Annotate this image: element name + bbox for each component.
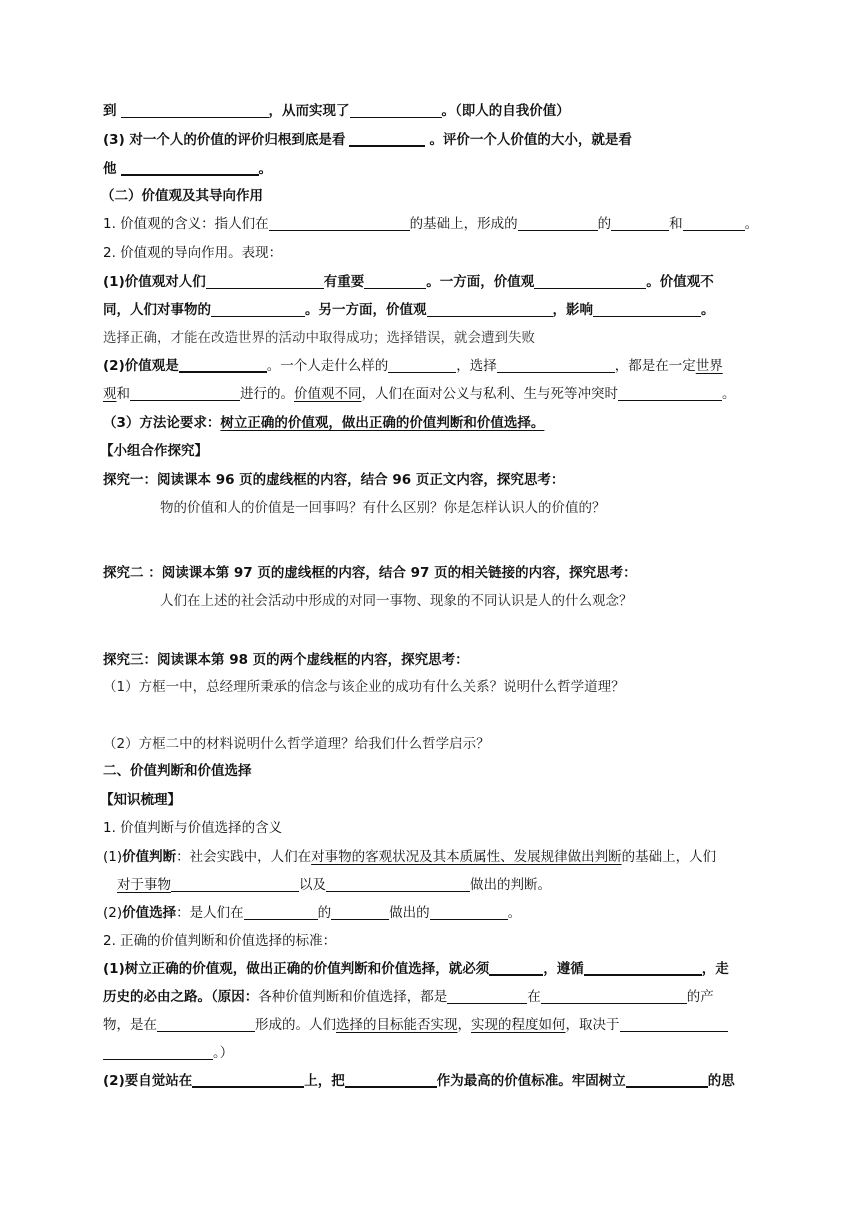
fill-blank[interactable] xyxy=(206,274,324,289)
fill-blank[interactable] xyxy=(430,905,508,920)
line-value-judgment: (1)价值判断：社会实践中，人们在对事物的客观状况及其本质属性、发展规律做出判断的基础上，人们 xyxy=(103,849,717,865)
fill-blank[interactable] xyxy=(121,103,269,118)
fill-blank[interactable] xyxy=(541,989,687,1004)
fill-blank[interactable] xyxy=(192,1072,304,1088)
inquiry-3-title: 探究三：阅读课本第 98 页的两个虚线框的内容，探究思考： xyxy=(103,652,469,668)
line-standard-2: 历史的必由之路。（原因：各种价值判断和价值选择，都是 在 的产 xyxy=(103,989,714,1005)
line-self-value: 到 ，从而实现了 。（即人的自我价值） xyxy=(103,103,570,119)
fill-blank[interactable] xyxy=(518,216,598,231)
group-inquiry-heading: 【小组合作探究】 xyxy=(100,443,208,459)
knowledge-item-1: 1. 价值判断与价值选择的含义 xyxy=(103,820,283,836)
line-value-view-definition: 1. 价值观的含义：指人们在 的基础上，形成的 的 和 。 xyxy=(103,216,759,232)
line-methodology: （3）方法论要求：树立正确的价值观，做出正确的价值判断和价值选择。 xyxy=(103,415,545,431)
inquiry-2-title: 探究二 ：阅读课本第 97 页的虚线框的内容，结合 97 页的相关链接的内容，探究思考： xyxy=(103,565,637,581)
fill-blank[interactable] xyxy=(593,302,701,317)
line-standard-5: (2)要自觉站在 上，把 作为最高的价值标准。牢固树立 的思 xyxy=(103,1073,735,1089)
line-guiding-role: 2. 价值观的导向作用。表现： xyxy=(103,245,283,261)
line-guiding-1: (1)价值观对人们 有重要 。一方面，价值观 。价值观不 xyxy=(103,274,714,290)
line-standard-1: (1)树立正确的价值观，做出正确的价值判断和价值选择，就必须 ，遵循 ，走 xyxy=(103,961,729,977)
fill-blank[interactable] xyxy=(626,1072,708,1088)
fill-blank[interactable] xyxy=(350,103,442,118)
inquiry-1-question: 物的价值和人的价值是一回事吗？有什么区别？你是怎样认识人的价值的？ xyxy=(160,500,606,516)
fill-blank[interactable] xyxy=(179,357,267,373)
line-guiding-4: 观和 进行的。价值观不同，人们在面对公义与私利、生与死等冲突时 。 xyxy=(103,386,736,402)
fill-blank[interactable] xyxy=(497,358,615,373)
line-guiding-2: 同，人们对事物的 。另一方面，价值观 ，影响 。 xyxy=(103,302,715,318)
fill-blank[interactable] xyxy=(618,386,722,401)
line-value-judgment-cont: 对于事物 以及 做出的判断。 xyxy=(117,877,551,893)
fill-blank[interactable] xyxy=(364,274,426,289)
fill-blank[interactable] xyxy=(427,302,553,317)
fill-blank[interactable] xyxy=(584,960,702,976)
inquiry-1-title: 探究一：阅读课本 96 页的虚线框的内容，结合 96 页正文内容，探究思考： xyxy=(103,472,565,488)
fill-blank[interactable] xyxy=(269,216,410,231)
line-value-choice: (2)价值选择：是人们在 的 做出的 。 xyxy=(103,905,522,921)
line-choice-outcome: 选择正确，才能在改造世界的活动中取得成功；选择错误，就会遭到失败 xyxy=(103,330,535,346)
inquiry-3-question-1: （1）方框一中，总经理所秉承的信念与该企业的成功有什么关系？说明什么哲学道理？ xyxy=(103,679,625,695)
fill-blank[interactable] xyxy=(121,160,259,176)
line-standard-3: 物，是在 形成的。人们选择的目标能否实现，实现的程度如何，取决于 xyxy=(103,1015,759,1035)
fill-blank[interactable] xyxy=(244,905,318,920)
section-heading: （二）价值观及其导向作用 xyxy=(101,188,263,204)
knowledge-heading: 【知识梳理】 xyxy=(100,792,181,808)
line-evaluation-cont: 他 。 xyxy=(103,161,272,177)
fill-blank[interactable] xyxy=(103,1045,213,1060)
fill-blank[interactable] xyxy=(489,960,543,976)
knowledge-item-2: 2. 正确的价值判断和价值选择的标准： xyxy=(103,933,337,949)
inquiry-3-question-2: （2）方框二中的材料说明什么哲学道理？给我们什么哲学启示？ xyxy=(103,736,490,752)
fill-blank[interactable] xyxy=(130,386,240,401)
fill-blank[interactable] xyxy=(171,877,299,892)
fill-blank[interactable] xyxy=(611,216,669,231)
inquiry-2-question: 人们在上述的社会活动中形成的对同一事物、现象的不同认识是人的什么观念？ xyxy=(160,593,633,609)
fill-blank[interactable] xyxy=(349,131,425,147)
fill-blank[interactable] xyxy=(683,216,745,231)
fill-blank[interactable] xyxy=(326,877,470,892)
fill-blank[interactable] xyxy=(331,905,389,920)
fill-blank[interactable] xyxy=(620,1017,728,1032)
fill-blank[interactable] xyxy=(447,989,527,1004)
line-standard-4: 。） xyxy=(103,1043,759,1063)
fill-blank[interactable] xyxy=(211,302,305,317)
fill-blank[interactable] xyxy=(157,1017,255,1032)
fill-blank[interactable] xyxy=(388,358,456,373)
line-evaluation: (3) 对一个人的价值的评价归根到底是看 。评价一个人价值的大小，就是看 xyxy=(103,132,632,148)
fill-blank[interactable] xyxy=(345,1072,437,1088)
line-guiding-3: (2)价值观是 。一个人走什么样的 ，选择 ，都是在一定世界 xyxy=(103,358,723,374)
section-2-heading: 二、价值判断和价值选择 xyxy=(103,763,252,779)
fill-blank[interactable] xyxy=(534,274,646,289)
